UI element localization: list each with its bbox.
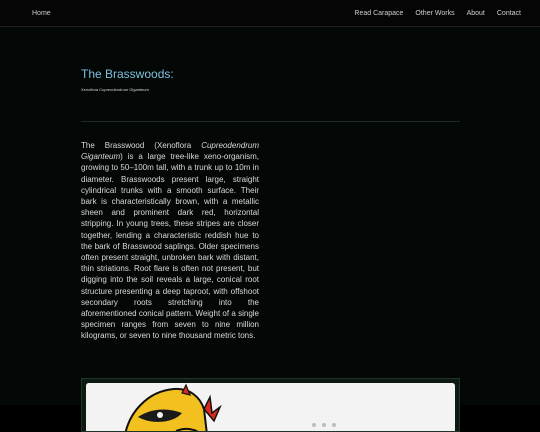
top-navbar (0, 0, 540, 27)
nav-links (354, 10, 521, 17)
article-body-scientific-name: Cupreodendrum Giganteum (81, 141, 259, 162)
nav-contact-link[interactable]: Contact (496, 10, 521, 17)
illustration-frame (81, 378, 460, 432)
page-title: The Brasswoods: (81, 67, 174, 81)
title-divider (81, 121, 460, 122)
page-subtitle: Xenoflora Cupreodendrum Giganteum (81, 87, 149, 92)
article-body-start: The Brasswood (Xenoflora (81, 141, 202, 150)
page-content (0, 27, 540, 405)
illustration-image (86, 383, 455, 432)
nav-other-works-link[interactable]: Other Works (415, 10, 455, 17)
title-block (81, 66, 174, 93)
article-body-rest: ) is a large tree-like xeno-organism, growing to 50–100m tall, with a trunk up to 10m in diameter. Brasswoods present large, straight cylindrical trunks with a smooth surface. Their bark is characteristically brown, with a metallic sheen and prominent dark red, horizontal stripping. In young trees, these stripes are closer together, lending a characteristic reddish hue to the bark of Brasswood saplings. Older specimens often present straight, unbroken bark with distant, thin striations. Root flare is often not present, but digging into the soil reveals a large, conical root structure presenting a deep taproot, with offshoot secondary roots stretching into the aforementioned conical pattern. Weight of a single specimen ranges from seven to nine million kilograms, or seven to nine thousand metric tons. (81, 152, 259, 341)
article-body (81, 140, 259, 342)
nav-read-carapace-link[interactable]: Read Carapace (354, 10, 404, 17)
nav-about-link[interactable]: About (466, 10, 485, 17)
nav-home-link[interactable]: Home (32, 10, 51, 17)
fish-creature-illustration (86, 383, 455, 432)
